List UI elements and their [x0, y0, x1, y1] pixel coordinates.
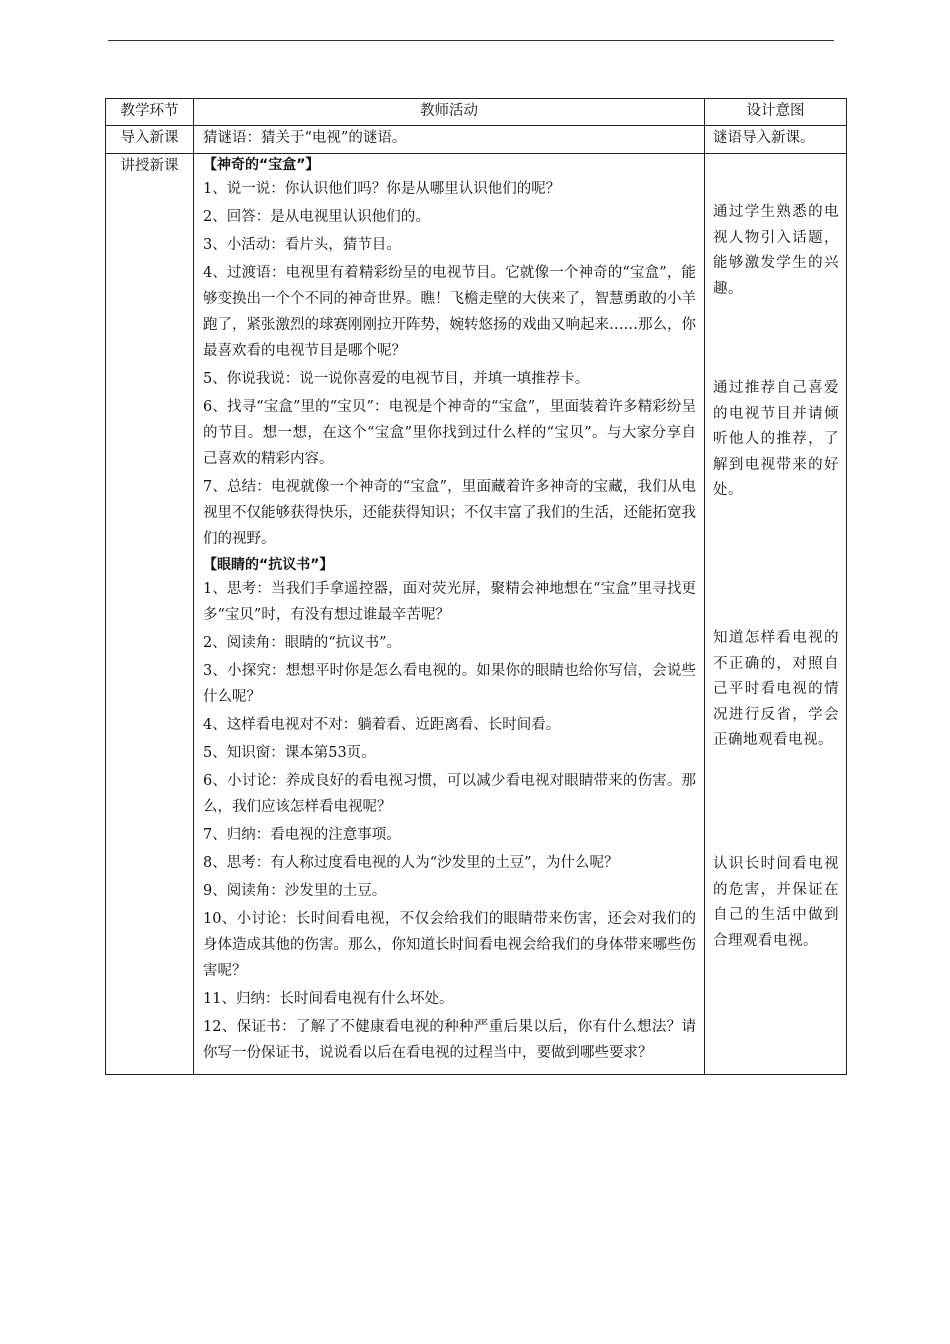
activity-item: 2、回答：是从电视里认识他们的。: [203, 209, 430, 225]
section-title-eye-protest: 【眼睛的“抗议书”】: [203, 557, 334, 573]
activity-item: 6、找寻“宝盒”里的“宝贝”：电视是个神奇的“宝盒”，里面装着许多精彩纷呈的节目。想一想，在这个“宝盒”里你找到过什么样的“宝贝”。与大家分享自己喜欢的精彩内容。: [203, 399, 696, 467]
header-intent: 设计意图: [705, 99, 847, 126]
activity-item: 4、这样看电视对不对：躺着看、近距离看、长时间看。: [203, 717, 561, 733]
lesson-row: [106, 154, 847, 1075]
lesson-stage: 讲授新课: [106, 154, 194, 1075]
activity-item: 3、小活动：看片头，猜节目。: [203, 237, 401, 253]
activity-item: 9、阅读角：沙发里的土豆。: [203, 883, 387, 899]
lesson-plan-table: [105, 98, 847, 1075]
intro-row: [106, 126, 847, 154]
header-rule: [108, 40, 834, 41]
intro-activity: 猜谜语：猜关于“电视”的谜语。: [194, 126, 705, 154]
activity-item: 3、小探究：想想平时你是怎么看电视的。如果你的眼睛也给你写信，会说些什么呢？: [203, 663, 696, 705]
section-title-treasure-box: 【神奇的“宝盒”】: [203, 157, 320, 173]
activity-item: 7、总结：电视就像一个神奇的“宝盒”，里面藏着许多神奇的宝藏，我们从电视里不仅能够获得快乐，还能获得知识；不仅丰富了我们的生活，还能拓宽我们的视野。: [203, 479, 696, 547]
activity-item: 7、归纳：看电视的注意事项。: [203, 827, 401, 843]
activity-item: 10、小讨论：长时间看电视，不仅会给我们的眼睛带来伤害，还会对我们的身体造成其他的伤害。那么，你知道长时间看电视会给我们的身体带来哪些伤害呢？: [203, 911, 696, 979]
activity-item: 5、知识窗：课本第53页。: [203, 745, 376, 761]
intro-stage: 导入新课: [106, 126, 194, 154]
activity-item: 1、思考：当我们手拿遥控器，面对荧光屏，聚精会神地想在“宝盒”里寻找更多“宝贝”时，有没有想过谁最辛苦呢？: [203, 581, 696, 623]
activity-item: 2、阅读角：眼睛的“抗议书”。: [203, 635, 402, 651]
intent-note: 通过学生熟悉的电视人物引入话题，能够激发学生的兴趣。: [713, 204, 839, 297]
intent-note: 知道怎样看电视的不正确的，对照自己平时看电视的情况进行反省，学会正确地观看电视。: [713, 630, 839, 748]
activity-item: 12、保证书：了解了不健康看电视的种种严重后果以后，你有什么想法？请你写一份保证书，说说看以后在看电视的过程当中，要做到哪些要求？: [203, 1019, 696, 1061]
header-activity: 教师活动: [194, 99, 705, 126]
activity-item: 8、思考：有人称过度看电视的人为“沙发里的土豆”，为什么呢？: [203, 855, 619, 871]
header-row: [106, 99, 847, 126]
activity-item: 5、你说我说：说一说你喜爱的电视节目，并填一填推荐卡。: [203, 371, 590, 387]
header-stage: 教学环节: [106, 99, 194, 126]
activity-item: 11、归纳：长时间看电视有什么坏处。: [203, 991, 454, 1007]
lesson-activities: [194, 154, 705, 1075]
activity-item: 1、说一说：你认识他们吗？你是从哪里认识他们的呢？: [203, 181, 561, 197]
lesson-intents: [705, 154, 847, 1075]
intent-note: 通过推荐自己喜爱的电视节目并请倾听他人的推荐，了解到电视带来的好处。: [713, 380, 839, 498]
intro-intent: 谜语导入新课。: [705, 126, 847, 154]
intent-note: 认识长时间看电视的危害，并保证在自己的生活中做到合理观看电视。: [713, 856, 839, 949]
activity-item: 4、过渡语：电视里有着精彩纷呈的电视节目。它就像一个神奇的“宝盒”，能够变换出一个个不同的神奇世界。瞧！飞檐走壁的大侠来了，智慧勇敢的小羊跑了，紧张激烈的球赛刚刚拉开阵势，婉转悠扬的戏曲又响起来……那么，你最喜欢看的电视节目是哪个呢？: [203, 265, 696, 359]
activity-item: 6、小讨论：养成良好的看电视习惯，可以减少看电视对眼睛带来的伤害。那么，我们应该怎样看电视呢？: [203, 773, 696, 815]
